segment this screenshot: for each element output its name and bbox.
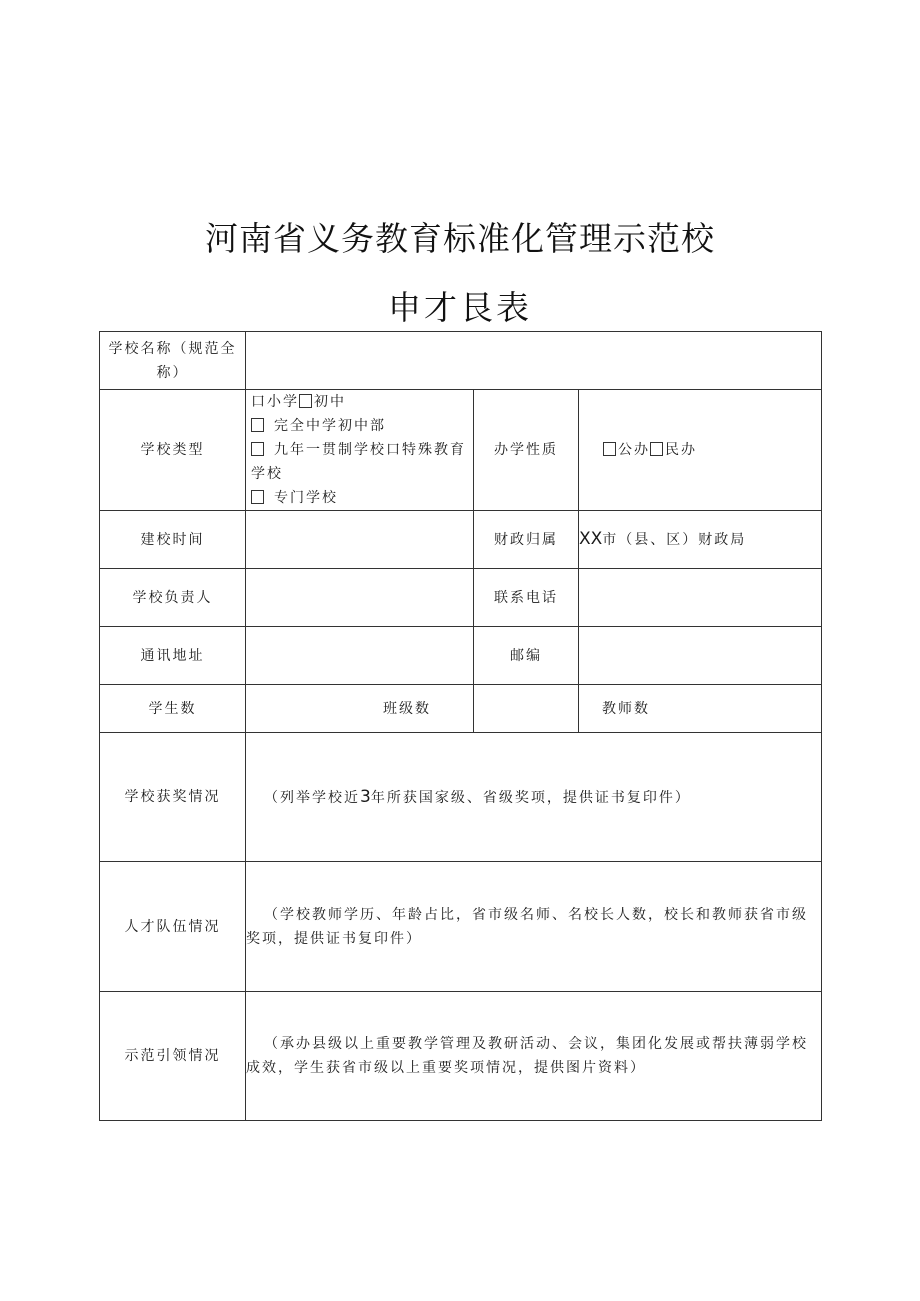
row-demo [100,992,822,1121]
staff-note: （学校教师学历、年龄占比，省市级名师、名校长人数，校长和教师获省市级奖项，提供证书复印件） [246,906,808,947]
document-title: 河南省义务教育标准化管理示范校 [205,219,715,258]
label-finance: 财政归属 [474,511,579,569]
checkbox-icon[interactable] [650,442,663,456]
row-address [100,627,822,685]
option-junior-middle[interactable]: 初中 [314,394,346,410]
field-founded[interactable] [246,511,474,569]
label-address: 通讯地址 [100,627,246,685]
label-postcode: 邮编 [474,627,579,685]
field-address[interactable] [246,627,474,685]
row-school-type [100,390,822,511]
checkbox-icon[interactable] [603,442,616,456]
option-public[interactable]: 公办 [618,442,650,458]
label-awards: 学校获奖情况 [100,733,246,862]
field-principal[interactable] [246,569,474,627]
awards-note-number: 3 [360,786,371,807]
row-awards [100,733,822,862]
field-awards[interactable] [246,733,822,862]
school-type-options [246,390,474,511]
option-special-school[interactable]: 专门学校 [274,490,338,506]
nature-options [579,390,822,511]
document-subtitle: 申才艮表 [388,288,532,327]
option-line-1 [249,390,473,414]
label-staff: 人才队伍情况 [100,862,246,992]
checkbox-icon[interactable] [251,490,264,504]
finance-xx: XX [579,529,603,549]
label-school-name: 学校名称（规范全称） [100,332,246,390]
label-nature: 办学性质 [474,390,579,511]
application-form-table [99,331,822,1121]
row-principal [100,569,822,627]
row-founded [100,511,822,569]
checkbox-icon[interactable] [251,418,264,432]
option-line-4 [249,486,473,510]
label-school-type: 学校类型 [100,390,246,511]
row-staff [100,862,822,992]
label-demo: 示范引领情况 [100,992,246,1121]
checkbox-icon[interactable] [299,394,312,408]
option-primary-school[interactable]: 口小学 [251,394,299,410]
field-school-name[interactable] [246,332,822,390]
awards-note-post: 年所获国家级、省级奖项，提供证书复印件） [370,789,691,806]
label-students: 学生数 [100,685,246,733]
checkbox-icon[interactable] [251,442,264,456]
field-phone[interactable] [579,569,822,627]
option-nine-year-and-special[interactable]: 九年一贯制学校口特殊教育学校 [251,442,466,482]
option-line-3 [249,438,473,486]
label-principal: 学校负责人 [100,569,246,627]
label-phone: 联系电话 [474,569,579,627]
label-teachers: 教师数 [579,685,822,733]
field-demo[interactable] [246,992,822,1121]
awards-note-pre: （列举学校近 [264,789,360,806]
field-classes[interactable] [474,685,579,733]
label-founded: 建校时间 [100,511,246,569]
finance-rest: 市（县、区）财政局 [602,532,747,548]
label-classes: 班级数 [246,685,474,733]
demo-note: （承办县级以上重要教学管理及教研活动、会议，集团化发展或帮扶薄弱学校成效，学生获省市级以上重要奖项情况，提供图片资料） [246,1036,808,1076]
option-line-2 [249,414,473,438]
field-staff[interactable] [246,862,822,992]
option-complete-middle[interactable]: 完全中学初中部 [274,418,386,434]
field-postcode[interactable] [579,627,822,685]
row-school-name [100,332,822,390]
field-finance[interactable] [579,511,822,569]
option-private[interactable]: 民办 [665,442,697,458]
row-counts [100,685,822,733]
